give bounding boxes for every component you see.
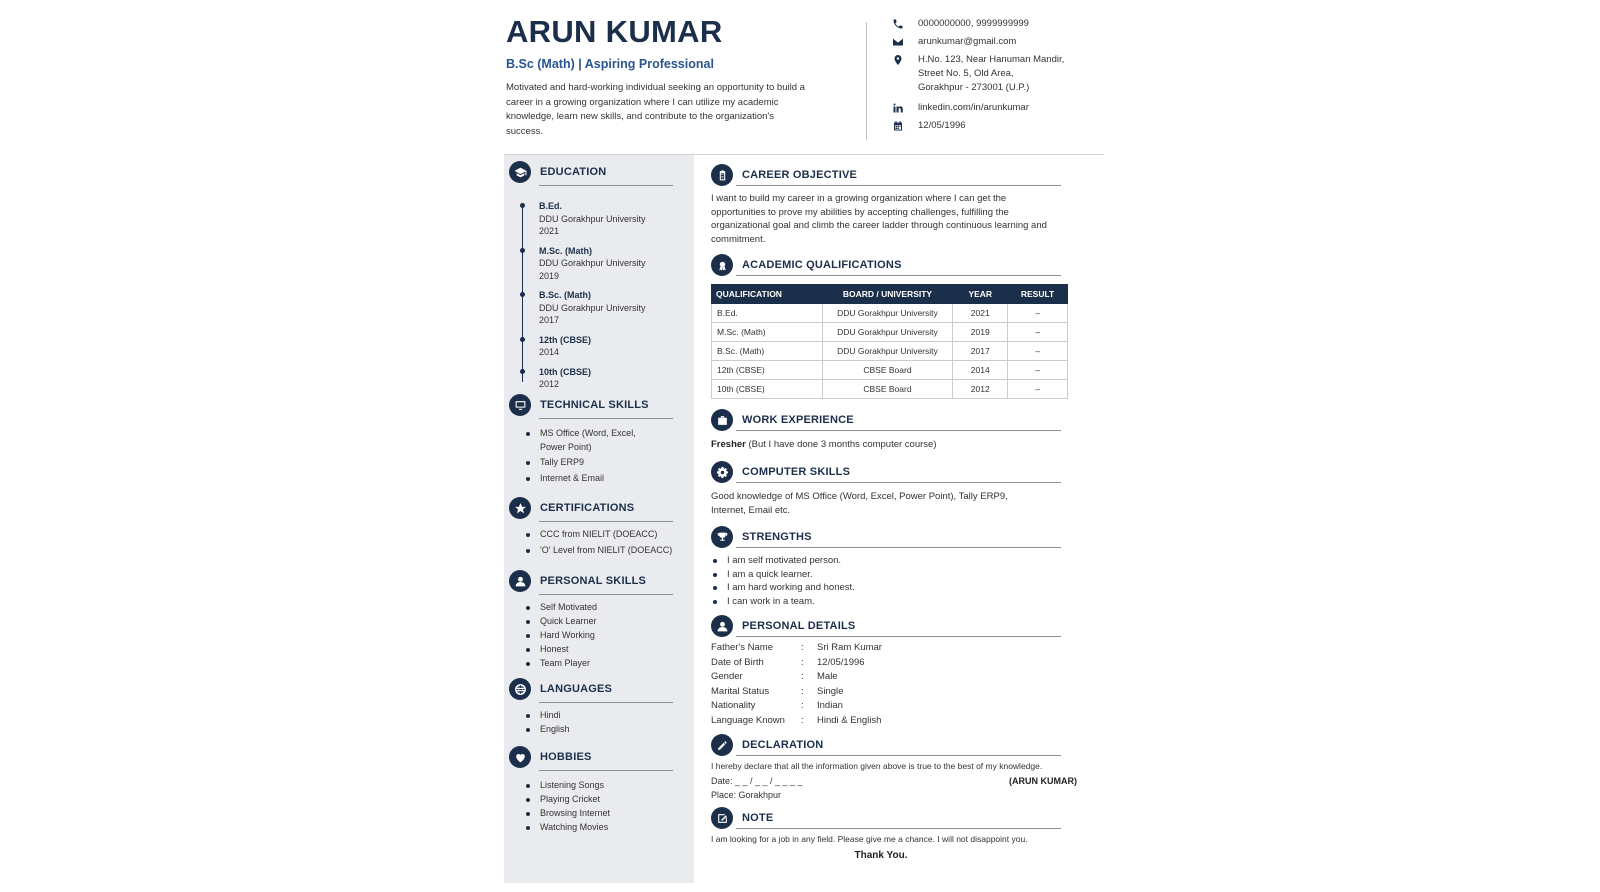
list-item: Hindi (526, 709, 570, 723)
personal-detail-row: Language Known : Hindi & English (711, 714, 882, 726)
certifications-section (504, 496, 694, 555)
personal-detail-row: Gender : Male (711, 671, 838, 682)
work-experience-title: WORK EXPERIENCE (742, 414, 854, 426)
declaration-text: I hereby declare that all the information given above is true to the best of my knowledge. (711, 761, 1043, 771)
hobbies-title: HOBBIES (540, 751, 592, 763)
contact-block (891, 17, 1101, 137)
list-item: Internet & Email (526, 472, 636, 486)
list-item: Tally ERP9 (526, 456, 636, 470)
list-item: Listening Songs (526, 779, 610, 793)
list-item: I am a quick learner. (711, 568, 1071, 582)
table-header-row: QUALIFICATION BOARD / UNIVERSITY YEAR RESULT (712, 285, 1068, 304)
academic-title: ACADEMIC QUALIFICATIONS (742, 259, 902, 271)
personal-skills-title: PERSONAL SKILLS (540, 575, 647, 587)
table-row: M.Sc. (Math) DDU Gorakhpur University 2019 – (712, 323, 1068, 342)
calendar-icon (891, 119, 905, 133)
header-divider (866, 22, 867, 140)
resume-page (504, 0, 1104, 892)
clipboard-icon (711, 164, 733, 186)
list-item: I can work in a team. (711, 595, 1071, 609)
personal-detail-row: Father's Name : Sri Ram Kumar (711, 642, 882, 653)
personal-detail-row: Date of Birth : 12/05/1996 (711, 656, 865, 668)
declaration-section (711, 733, 1077, 802)
list-item: I am self motivated person. (711, 554, 1071, 568)
declaration-date: Date: _ _ / _ _ / _ _ _ _ (711, 776, 803, 786)
table-row: B.Sc. (Math) DDU Gorakhpur University 2017 – (712, 342, 1068, 361)
note-title: NOTE (742, 812, 774, 824)
list-item: Hard Working (526, 629, 597, 643)
education-item: B.Sc. (Math) DDU Gorakhpur University 2017 (522, 289, 646, 327)
contact-dob: 12/05/1996 (891, 119, 1101, 133)
education-item: 12th (CBSE) 2014 (522, 334, 646, 359)
education-title: EDUCATION (540, 166, 607, 178)
computer-skills-title: COMPUTER SKILLS (742, 466, 851, 478)
contact-address: H.No. 123, Near Hanuman Mandir, Street No. 5, Old Area, Gorakhpur - 273001 (U.P.) (891, 53, 1101, 95)
career-objective-text: I want to build my career in a growing organization where I can get the opportunities to prove my abilities by accepting challenges, fulfilling the organizational goal and climb the career ladder through continuous learning and commitment. (711, 193, 1047, 245)
signature-name: (ARUN KUMAR) (1009, 776, 1077, 786)
envelope-icon (891, 35, 905, 49)
hobbies-section (504, 745, 694, 832)
list-item: I am hard working and honest. (711, 581, 1071, 595)
education-item: 10th (CBSE) 2012 (522, 366, 646, 391)
list-item: Browsing Internet (526, 807, 610, 821)
personal-detail-row: Marital Status : Single (711, 685, 844, 697)
academic-section (711, 253, 1071, 399)
languages-title: LANGUAGES (540, 683, 613, 695)
education-item: B.Ed. DDU Gorakhpur University 2021 (522, 200, 646, 238)
pen-icon (711, 734, 733, 756)
star-icon (509, 497, 531, 519)
list-item: Honest (526, 643, 597, 657)
edit-note-icon (711, 807, 733, 829)
computer-skills-section (711, 460, 1071, 517)
contact-email: arunkumar@gmail.com (891, 35, 1101, 49)
list-item: Quick Learner (526, 615, 597, 629)
strengths-section (711, 525, 1071, 608)
list-item: Team Player (526, 657, 597, 671)
phone-icon (891, 17, 905, 31)
note-text: I am looking for a job in any field. Please give me a chance. I will not disappoint you. (711, 834, 1028, 844)
work-experience-section (711, 408, 1071, 452)
technical-skills-title: TECHNICAL SKILLS (540, 399, 649, 411)
declaration-title: DECLARATION (742, 739, 824, 751)
academic-table (711, 284, 1068, 399)
contact-linkedin: linkedin.com/in/arunkumar (891, 101, 1101, 115)
education-item: M.Sc. (Math) DDU Gorakhpur University 2019 (522, 245, 646, 283)
profile-summary: Motivated and hard-working individual seeking an opportunity to build a career in a growing organization where I can utilize my academic knowledge, learn new skills, and contribute to the organization's success. (506, 82, 805, 137)
monitor-icon (509, 394, 531, 416)
languages-section (504, 677, 694, 734)
education-section (504, 160, 694, 389)
computer-skills-text: Good knowledge of MS Office (Word, Excel, Power Point), Tally ERP9, Internet, Email etc. (711, 491, 1008, 516)
thank-you: Thank You. (854, 850, 908, 861)
heart-icon (509, 746, 531, 768)
personal-details-section (711, 614, 1071, 728)
table-row: 10th (CBSE) CBSE Board 2012 – (712, 380, 1068, 399)
graduation-cap-icon (509, 161, 531, 183)
technical-skills-section (504, 393, 694, 483)
list-item: Playing Cricket (526, 793, 610, 807)
list-item: Self Motivated (526, 601, 597, 615)
candidate-subtitle: B.Sc (Math) | Aspiring Professional (506, 57, 714, 71)
certificate-icon (711, 254, 733, 276)
personal-skills-section (504, 569, 694, 668)
list-item: English (526, 723, 570, 737)
globe-icon (509, 678, 531, 700)
list-item: MS Office (Word, Excel, Power Point) (526, 427, 636, 454)
work-experience-text: Fresher (But I have done 3 months computer course) (711, 439, 937, 450)
declaration-place: Place: Gorakhpur (711, 790, 782, 800)
education-timeline (522, 200, 646, 398)
strengths-title: STRENGTHS (742, 531, 812, 543)
user-icon (711, 615, 733, 637)
contact-phone: 0000000000, 9999999999 (891, 17, 1101, 31)
linkedin-icon (891, 101, 905, 115)
list-item: 'O' Level from NIELIT (DOEACC) (526, 544, 672, 558)
list-item: Watching Movies (526, 821, 610, 835)
career-objective-title: CAREER OBJECTIVE (742, 169, 858, 181)
personal-details-title: PERSONAL DETAILS (742, 620, 856, 632)
note-section (711, 806, 1071, 861)
gear-icon (711, 461, 733, 483)
personal-detail-row: Nationality : Indian (711, 700, 843, 711)
user-icon (509, 570, 531, 592)
sidebar (504, 155, 694, 883)
briefcase-icon (711, 409, 733, 431)
career-objective-section (711, 163, 1071, 246)
table-row: B.Ed. DDU Gorakhpur University 2021 – (712, 304, 1068, 323)
table-row: 12th (CBSE) CBSE Board 2014 – (712, 361, 1068, 380)
list-item: CCC from NIELIT (DOEACC) (526, 528, 672, 542)
trophy-icon (711, 526, 733, 548)
candidate-name: ARUN KUMAR (506, 14, 723, 49)
certifications-title: CERTIFICATIONS (540, 502, 635, 514)
location-pin-icon (891, 53, 905, 67)
